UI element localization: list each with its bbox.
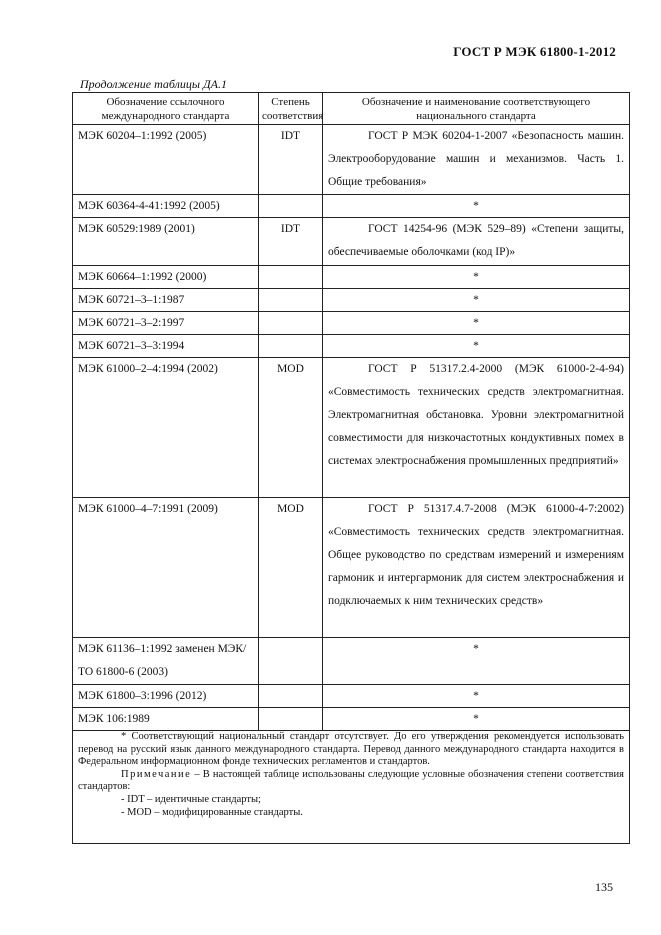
note-label: Примечание [121, 768, 192, 780]
table-row [73, 289, 630, 312]
table-row [73, 685, 630, 708]
table-row [73, 125, 630, 195]
column-header-degree: Степень соответствия [259, 93, 323, 125]
ref-cell: МЭК 61000–2–4:1994 (2002) [73, 358, 259, 498]
national-cell: ГОСТ Р МЭК 60204-1-2007 «Безопасность машин. Электрооборудование машин и механизмов. Часть 1. Общие требования» [323, 125, 630, 195]
ref-cell: МЭК 60721–3–3:1994 [73, 335, 259, 358]
table-row [73, 195, 630, 218]
degree-cell [259, 289, 323, 312]
degree-cell: MOD [259, 358, 323, 498]
national-cell: * [323, 289, 630, 312]
column-header-ref: Обозначение ссылочного международного стандарта [73, 93, 259, 125]
table-caption: Продолжение таблицы ДА.1 [80, 77, 227, 91]
note-list-item: - MOD – модифицированные стандарты. [121, 806, 303, 818]
notes-cell [73, 731, 630, 844]
ref-cell: МЭК 60364-4-41:1992 (2005) [73, 195, 259, 218]
ref-cell: МЭК 60664–1:1992 (2000) [73, 266, 259, 289]
national-cell: * [323, 335, 630, 358]
ref-cell: МЭК 61800–3:1996 (2012) [73, 685, 259, 708]
national-cell: * [323, 708, 630, 731]
degree-cell [259, 638, 323, 685]
table-row [73, 218, 630, 266]
table-row [73, 335, 630, 358]
degree-cell: MOD [259, 498, 323, 638]
ref-cell: МЭК 106:1989 [73, 708, 259, 731]
degree-cell [259, 195, 323, 218]
degree-cell [259, 685, 323, 708]
table-row [73, 312, 630, 335]
degree-cell: IDT [259, 125, 323, 195]
table-row [73, 358, 630, 498]
ref-cell: МЭК 60721–3–1:1987 [73, 289, 259, 312]
national-cell: * [323, 266, 630, 289]
table-row [73, 498, 630, 638]
note-text: – В настоящей таблице использованы следующие условные обозначения степени соответствия стандартов: [78, 768, 624, 793]
national-cell: * [323, 638, 630, 685]
table-row [73, 266, 630, 289]
national-cell: ГОСТ Р 51317.4.7-2008 (МЭК 61000-4-7:2002) «Совместимость технических средств электромагнитная. Общее руководство по средствам измерений и измерениям гармоник и интергармоник для систем электроснабжения и подключаемых к ним технических средств» [323, 498, 630, 638]
ref-cell: МЭК 60721–3–2:1997 [73, 312, 259, 335]
table-row [73, 708, 630, 731]
ref-cell: МЭК 61136–1:1992 заменен МЭК/ТО 61800-6 (2003) [73, 638, 259, 685]
note-paragraph [78, 769, 624, 794]
degree-cell [259, 335, 323, 358]
table-row [73, 638, 630, 685]
national-cell: * [323, 312, 630, 335]
footnote-text: * Соответствующий национальный стандарт отсутствует. До его утверждения рекомендуется использовать перевод на русский язык данного международного стандарта. Перевод данного международного стандарта находится в Федеральном информационном фонде технических регламентов и стандартов. [78, 731, 624, 768]
notes-row [73, 731, 630, 844]
page-number: 135 [595, 880, 613, 894]
degree-cell [259, 708, 323, 731]
document-code-header: ГОСТ Р МЭК 61800-1-2012 [453, 44, 616, 59]
degree-cell [259, 266, 323, 289]
degree-cell [259, 312, 323, 335]
national-cell: * [323, 685, 630, 708]
national-cell: * [323, 195, 630, 218]
national-cell: ГОСТ 14254-96 (МЭК 529–89) «Степени защиты, обеспечиваемые оболочками (код IP)» [323, 218, 630, 266]
national-cell: ГОСТ Р 51317.2.4-2000 (МЭК 61000-2-4-94) «Совместимость технических средств электромагнитная. Электромагнитная обстановка. Уровни электромагнитной совместимости для низкочастотных кондуктивных помех в системах электроснабжения промышленных предприятий» [323, 358, 630, 498]
correspondence-table [72, 92, 630, 844]
note-list-item: - IDT – идентичные стандарты; [121, 793, 261, 805]
column-header-national: Обозначение и наименование соответствующего национального стандарта [323, 93, 630, 125]
table-header-row [73, 93, 630, 125]
ref-cell: МЭК 60529:1989 (2001) [73, 218, 259, 266]
ref-cell: МЭК 61000–4–7:1991 (2009) [73, 498, 259, 638]
ref-cell: МЭК 60204–1:1992 (2005) [73, 125, 259, 195]
degree-cell: IDT [259, 218, 323, 266]
